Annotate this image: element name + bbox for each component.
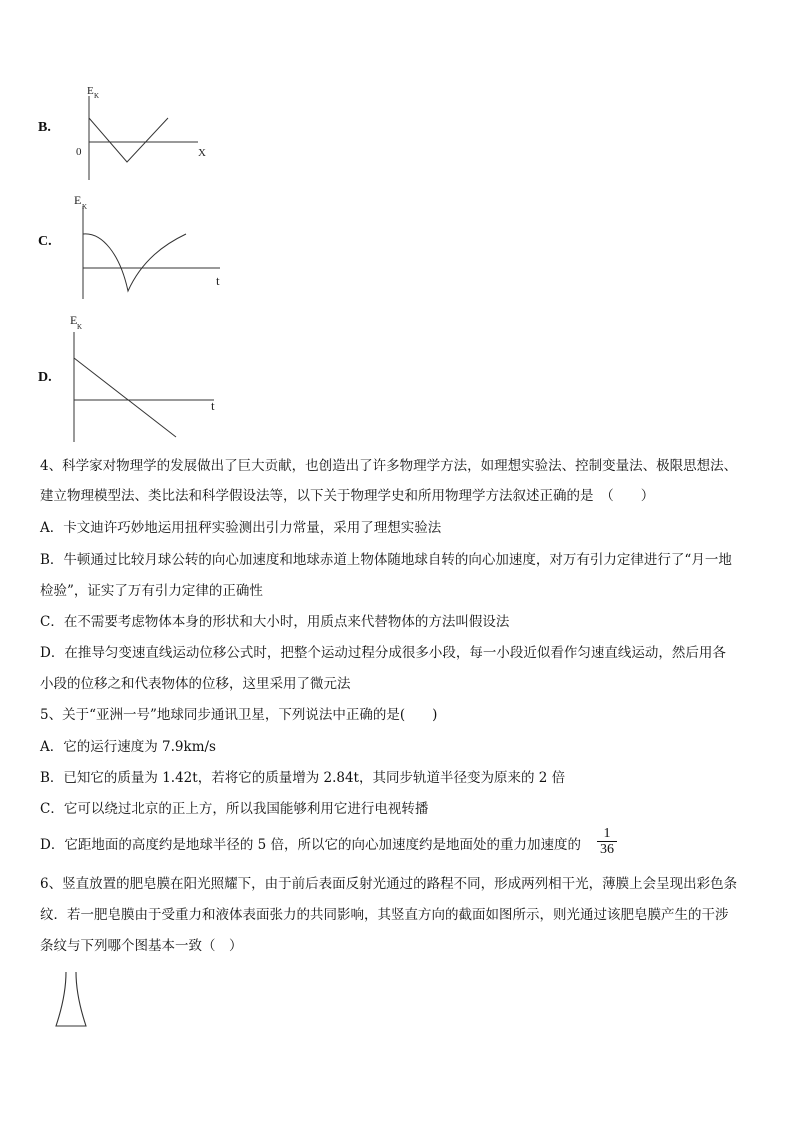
graph-c	[70, 188, 230, 303]
graph-c-xlabel: t	[216, 273, 220, 288]
option-c-letter: C.	[38, 234, 52, 249]
graph-c-curve	[83, 234, 186, 291]
q4-option-c: C．在不需要考虑物体本身的形状和大小时，用质点来代替物体的方法叫假设法	[40, 614, 510, 630]
soap-film-figure	[52, 970, 92, 1032]
q5-option-b: B．已知它的质量为 1.42t，若将它的质量增为 2.84t，其同步轨道半径变为原来的 2 倍	[40, 770, 566, 786]
q5-option-d: D．它距地面的高度约是地球半径的 5 倍，所以它的向心加速度约是地面处的重力加速度的	[40, 837, 581, 853]
q4-stem-line2: 建立物理模型法、类比法和科学假设法等，以下关于物理学史和所用物理学方法叙述正确的是 （ ）	[40, 488, 655, 504]
graph-d-curve	[74, 358, 176, 437]
graph-b-origin: 0	[76, 146, 82, 158]
graph-b-ylabel: E	[87, 85, 94, 97]
option-d-letter: D.	[38, 370, 52, 385]
graph-c-ylabel-sub: K	[82, 203, 88, 211]
q4-option-b-line1: B．牛顿通过比较月球公转的向心加速度和地球赤道上物体随地球自转的向心加速度，对万有引力定律进行了“月一地	[40, 552, 732, 568]
q6-stem-line3: 条纹与下列哪个图基本一致（ ）	[40, 938, 243, 954]
q6-stem-line2: 纹．若一肥皂膜由于受重力和液体表面张力的共同影响，其竖直方向的截面如图所示，则光通过该肥皂膜产生的干涉	[40, 907, 729, 923]
soap-film-outline	[56, 972, 86, 1026]
q6-stem-line1: 6、竖直放置的肥皂膜在阳光照耀下，由于前后表面反射光通过的路程不同，形成两列相干光，薄膜上会呈现出彩色条	[40, 876, 738, 892]
q5-fraction	[597, 826, 617, 858]
graph-d-xlabel: t	[211, 398, 215, 413]
q5-fraction-numerator: 1	[603, 826, 611, 841]
q4-option-a: A．卡文迪许巧妙地运用扭秤实验测出引力常量，采用了理想实验法	[40, 520, 442, 536]
graph-c-ylabel: E	[74, 193, 82, 207]
graph-b-xlabel: X	[198, 147, 206, 159]
q4-option-b-line2: 检验”，证实了万有引力定律的正确性	[40, 583, 263, 599]
graph-d-ylabel-sub: K	[77, 323, 83, 331]
graph-b-curve	[89, 118, 168, 162]
graph-b	[70, 82, 220, 187]
option-b-letter: B.	[38, 120, 51, 135]
graph-b-ylabel-sub: K	[94, 92, 100, 100]
q4-option-d-line2: 小段的位移之和代表物体的位移，这里采用了微元法	[40, 676, 351, 692]
q4-option-d-line1: D．在推导匀变速直线运动位移公式时，把整个运动过程分成很多小段，每一小段近似看作匀速直线运动，然后用各	[40, 645, 726, 661]
q5-option-a: A．它的运行速度为 7.9km/s	[40, 739, 216, 755]
q5-fraction-denominator: 36	[600, 842, 614, 857]
q5-option-c: C．它可以绕过北京的正上方，所以我国能够利用它进行电视转播	[40, 801, 429, 817]
graph-d	[64, 310, 229, 445]
q5-stem: 5、关于“亚洲一号”地球同步通讯卫星，下列说法中正确的是( )	[40, 707, 438, 723]
q4-stem-line1: 4、科学家对物理学的发展做出了巨大贡献，也创造出了许多物理学方法，如理想实验法、控制变量法、极限思想法、	[40, 458, 738, 474]
graph-d-ylabel: E	[70, 313, 78, 327]
